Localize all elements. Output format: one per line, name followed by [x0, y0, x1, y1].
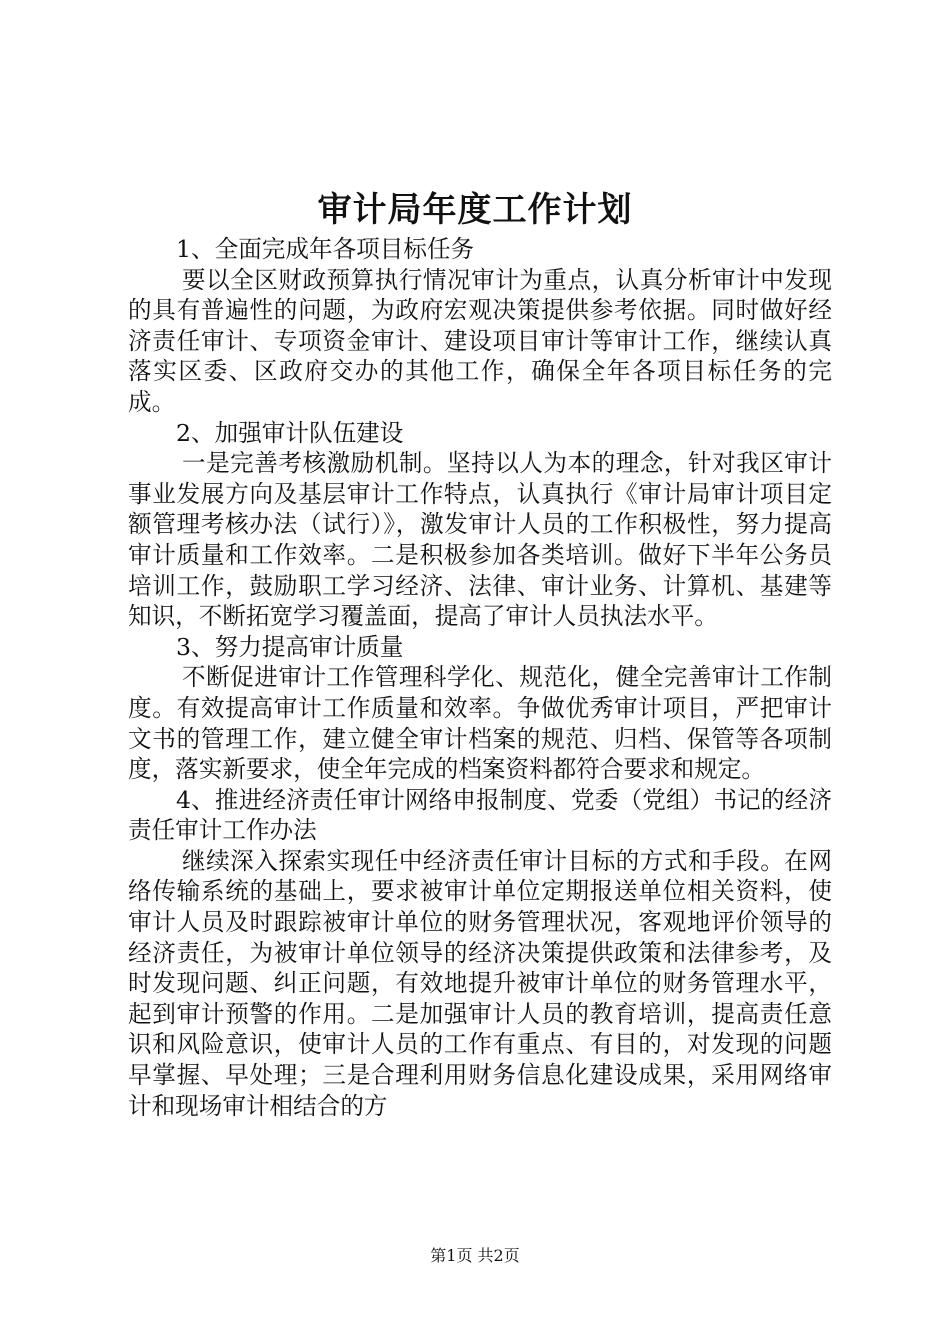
section-1-paragraph: 要以全区财政预算执行情况审计为重点，认真分析审计中发现的具有普遍性的问题，为政府宏观决策提供参考依据。同时做好经济责任审计、专项资金审计、建设项目审计等审计工作，继续认真落实区委、区政府交办的其他工作，确保全年各项目标任务的完成。	[128, 265, 832, 416]
section-4-heading: 4、推进经济责任审计网络申报制度、党委（党组）书记的经济责任审计工作办法	[128, 785, 832, 845]
section-2-heading: 2、加强审计队伍建设	[176, 418, 404, 447]
section-1-heading: 1、全面完成年各项目标任务	[176, 235, 475, 263]
section-3-heading: 3、努力提高审计质量	[176, 632, 404, 661]
section-3-paragraph: 不断促进审计工作管理科学化、规范化，健全完善审计工作制度。有效提高审计工作质量和效率。争做优秀审计项目，严把审计文书的管理工作，建立健全审计档案的规范、归档、保管等各项制度，落实新要求，使全年完成的档案资料都符合要求和规定。	[128, 663, 832, 784]
document-body	[128, 234, 832, 1121]
section-4-paragraph: 继续深入探索实现任中经济责任审计目标的方式和手段。在网络传输系统的基础上，要求被审计单位定期报送单位相关资料，使审计人员及时跟踪被审计单位的财务管理状况，客观地评价领导的经济责任，为被审计单位领导的经济决策提供政策和法律参考，及时发现问题、纠正问题，有效地提升被审计单位的财务管理水平，起到审计预警的作用。二是加强审计人员的教育培训，提高责任意识和风险意识，使审计人员的工作有重点、有目的，对发现的问题早掌握、早处理；三是合理利用财务信息化建设成果，采用网络审计和现场审计相结合的方	[128, 846, 832, 1120]
document-title: 审计局年度工作计划	[317, 190, 633, 230]
section-2-paragraph: 一是完善考核激励机制。坚持以人为本的理念，针对我区审计事业发展方向及基层审计工作特点，认真执行《审计局审计项目定额管理考核办法（试行）》，激发审计人员的工作积极性，努力提高审计质量和工作效率。二是积极参加各类培训。做好下半年公务员培训工作，鼓励职工学习经济、法律、审计业务、计算机、基建等知识，不断拓宽学习覆盖面，提高了审计人员执法水平。	[128, 449, 832, 631]
page-number-footer: 第1页 共2页	[430, 1246, 520, 1265]
